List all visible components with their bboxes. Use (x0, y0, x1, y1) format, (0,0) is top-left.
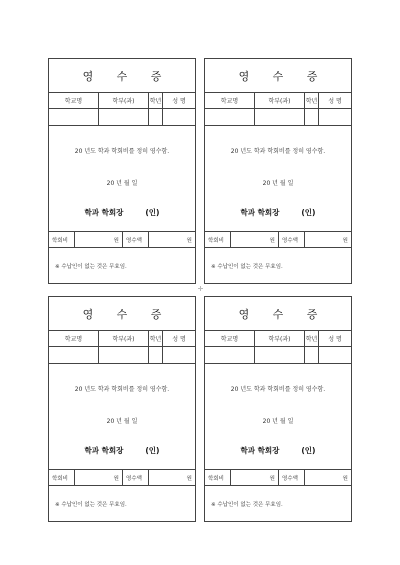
fee-field[interactable] (75, 232, 123, 247)
receipt-statement: 20 년도 학과 학회비를 정히 영수함. (230, 148, 326, 155)
grade-label: 학년 (149, 331, 163, 346)
name-field[interactable] (319, 109, 351, 125)
department-label: 학부(과) (255, 93, 305, 108)
receipt-card (48, 58, 196, 284)
receipt-amount-row (205, 232, 351, 248)
receipt-signer-line (205, 207, 351, 218)
department-field[interactable] (255, 347, 305, 363)
receipt-amount-row (205, 470, 351, 486)
receipt-title: 영 수 증 (205, 297, 351, 331)
receipt-header-row (205, 331, 351, 347)
received-field[interactable] (149, 232, 195, 247)
fee-unit: 원 (269, 237, 275, 244)
name-label: 성 명 (328, 336, 342, 343)
receipt-amount-row (49, 470, 195, 486)
grade-field[interactable] (305, 347, 319, 363)
received-label: 영수액 (123, 470, 149, 485)
name-field[interactable] (163, 347, 195, 363)
received-unit: 원 (342, 475, 348, 482)
received-unit: 원 (342, 237, 348, 244)
receipt-card (204, 296, 352, 522)
signer-label: 학과 학회장 (240, 208, 280, 217)
receipt-note: ※ 수납인이 없는 것은 무효임. (55, 264, 127, 270)
department-field[interactable] (99, 109, 149, 125)
fee-unit: 원 (113, 475, 119, 482)
fee-label: 학회비 (205, 232, 231, 247)
receipt-header-row (205, 93, 351, 109)
department-label: 학부(과) (255, 331, 305, 346)
department-field[interactable] (255, 109, 305, 125)
receipt-note: ※ 수납인이 없는 것은 무효임. (211, 502, 283, 508)
signer-label: 학과 학회장 (240, 446, 280, 455)
seal-mark: (인) (301, 208, 316, 217)
received-label: 영수액 (123, 232, 149, 247)
receipt-card (48, 296, 196, 522)
receipt-entry-row (205, 109, 351, 126)
receipt-date: 20 년 월 일 (106, 418, 138, 425)
receipt-entry-row (49, 109, 195, 126)
receipt-note: ※ 수납인이 없는 것은 무효임. (55, 502, 127, 508)
receipt-title: 영 수 증 (205, 59, 351, 93)
fee-label: 학회비 (205, 470, 231, 485)
department-label: 학부(과) (99, 93, 149, 108)
receipt-date: 20 년 월 일 (262, 418, 294, 425)
grade-label: 학년 (305, 93, 319, 108)
department-label: 학부(과) (99, 331, 149, 346)
receipt-statement: 20 년도 학과 학회비를 정히 영수함. (230, 386, 326, 393)
center-crop-mark (199, 287, 202, 290)
received-label: 영수액 (279, 470, 305, 485)
grade-label: 학년 (149, 93, 163, 108)
name-label: 성 명 (172, 336, 186, 343)
receipt-date: 20 년 월 일 (106, 180, 138, 187)
received-unit: 원 (186, 237, 192, 244)
fee-unit: 원 (113, 237, 119, 244)
school-label: 학교명 (49, 331, 99, 346)
receipt-date: 20 년 월 일 (262, 180, 294, 187)
receipt-signer-line (205, 445, 351, 456)
receipt-title: 영 수 증 (49, 297, 195, 331)
receipt-entry-row (49, 347, 195, 364)
department-field[interactable] (99, 347, 149, 363)
grade-field[interactable] (149, 109, 163, 125)
school-label: 학교명 (205, 93, 255, 108)
fee-unit: 원 (269, 475, 275, 482)
received-field[interactable] (149, 470, 195, 485)
name-field[interactable] (163, 109, 195, 125)
signer-label: 학과 학회장 (84, 208, 124, 217)
receipt-signer-line (49, 207, 195, 218)
school-field[interactable] (205, 347, 255, 363)
receipt-header-row (49, 331, 195, 347)
received-label: 영수액 (279, 232, 305, 247)
seal-mark: (인) (145, 446, 160, 455)
grade-label: 학년 (305, 331, 319, 346)
receipt-statement: 20 년도 학과 학회비를 정히 영수함. (74, 386, 170, 393)
school-field[interactable] (205, 109, 255, 125)
seal-mark: (인) (145, 208, 160, 217)
fee-field[interactable] (231, 470, 279, 485)
school-label: 학교명 (205, 331, 255, 346)
receipt-amount-row (49, 232, 195, 248)
fee-field[interactable] (75, 470, 123, 485)
school-field[interactable] (49, 347, 99, 363)
grade-field[interactable] (305, 109, 319, 125)
received-unit: 원 (186, 475, 192, 482)
school-field[interactable] (49, 109, 99, 125)
received-field[interactable] (305, 232, 351, 247)
received-field[interactable] (305, 470, 351, 485)
fee-label: 학회비 (49, 232, 75, 247)
school-label: 학교명 (49, 93, 99, 108)
name-field[interactable] (319, 347, 351, 363)
receipt-note: ※ 수납인이 없는 것은 무효임. (211, 264, 283, 270)
receipt-card (204, 58, 352, 284)
receipt-body (49, 364, 195, 470)
receipt-body (49, 126, 195, 232)
receipt-entry-row (205, 347, 351, 364)
receipt-body (205, 126, 351, 232)
signer-label: 학과 학회장 (84, 446, 124, 455)
name-label: 성 명 (328, 98, 342, 105)
grade-field[interactable] (149, 347, 163, 363)
receipt-title: 영 수 증 (49, 59, 195, 93)
receipt-header-row (49, 93, 195, 109)
receipt-statement: 20 년도 학과 학회비를 정히 영수함. (74, 148, 170, 155)
fee-field[interactable] (231, 232, 279, 247)
receipt-signer-line (49, 445, 195, 456)
receipt-body (205, 364, 351, 470)
name-label: 성 명 (172, 98, 186, 105)
seal-mark: (인) (301, 446, 316, 455)
fee-label: 학회비 (49, 470, 75, 485)
